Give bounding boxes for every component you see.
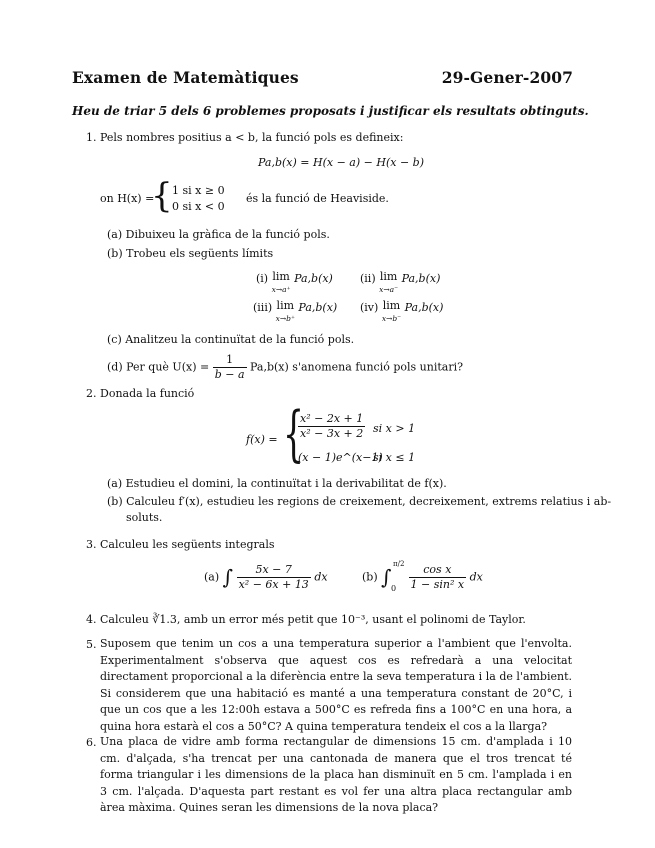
limit-i-operator [272,270,291,296]
problem-1a: (a) Dibuixeu la gràfica de la funció pols. [107,228,330,241]
limit-iii-operator [276,299,295,325]
exam-date: 29-Gener-2007 [441,68,573,87]
fraction-numerator: 1 [213,353,247,368]
integral-b-upper: π/2 [393,559,405,568]
integral-a-dx: dx [314,570,328,584]
case-1-condition: si x > 1 [373,422,416,435]
problem-2-intro: Donada la funció [100,387,195,400]
limit-iii-expr: Pa,b(x) [298,301,338,314]
problem-5-number: 5. [86,638,97,651]
integral-b-denominator: 1 − sin² x [410,578,465,591]
problem-3-number: 3. [86,538,97,551]
heaviside-suffix: és la funció de Heaviside. [246,192,389,205]
problem-4-text: Calculeu ∛1.3, amb un error més petit que 10⁻³, usant el polinomi de Taylor. [100,613,526,626]
case-2-condition: si x ≤ 1 [373,451,416,464]
integral-a-numerator: 5x − 7 [237,563,311,578]
problem-2b-line1: (b) Calculeu f′(x), estudieu les regions de creixement, decreixement, extrems relatius i ab- [107,495,612,508]
integral-b-label: (b) [362,570,378,584]
limit-ii-operator [379,270,398,296]
problem-4-number: 4. [86,613,97,626]
problem-1-formula: Pa,b(x) = H(x − a) − H(x − b) [258,156,424,169]
limit-iv-sub: x→b⁻ [381,314,402,323]
limit-ii-expr: Pa,b(x) [401,272,441,285]
problem-1-number: 1. [86,131,97,144]
problem-1d-prefix: (d) Per què U(x) = [107,360,210,374]
limit-ii-label: (ii) [360,272,376,285]
exam-title: Examen de Matemàtiques [72,68,299,87]
limit-iv-expr: Pa,b(x) [404,301,444,314]
problem-5-text: Suposem que tenim un cos a una temperatura superior a l'ambient que l'envolta. Experimentalment s'observa que aquest cos es refredarà a una velocitat directament proporcional a la diferència entre la seva temperatura i la de l'ambient. Si considerem que una habitació es manté a una temperatura constant de 20°C, i que un cos que a les 12:00h estava a 500°C es refreda fins a 100°C en una hora, a quina hora estarà el cos a 50°C? A quina temperatura tendeix el cos a la llarga? [100,637,572,733]
limit-iv-label: (iv) [360,301,379,314]
limit-iii [253,299,337,325]
piecewise-case-1 [298,412,365,441]
lim-word: lim [272,270,290,283]
heaviside-prefix: on H(x) = [100,192,155,205]
problem-2a: (a) Estudieu el domini, la continuïtat i la derivabilitat de f(x). [107,477,447,490]
limit-iii-label: (iii) [253,301,273,314]
lim-word: lim [379,270,398,283]
limit-i [256,270,333,296]
case-1-denominator: x² − 3x + 2 [300,427,364,440]
integral-sign-icon: ∫ [381,565,392,589]
instructions: Heu de triar 5 dels 6 problemes proposats i justificar els resultats obtinguts. [72,104,589,118]
unit-pulse-fraction [213,353,247,382]
f-label: f(x) = [246,433,278,446]
case-1-fraction [298,412,365,441]
integral-a-fraction [237,563,311,592]
limit-i-sub: x→a⁺ [271,285,291,294]
integral-a-denominator: x² − 6x + 13 [238,578,309,591]
limit-iv-operator [382,299,401,325]
integral-a [204,563,328,592]
problem-1d [107,353,463,382]
case-1-numerator: x² − 2x + 1 [300,412,364,425]
integral-b-numerator: cos x [409,563,467,578]
problem-1d-suffix: Pa,b(x) s'anomena funció pols unitari? [250,360,464,374]
problem-1c: (c) Analitzeu la continuïtat de la funció pols. [107,333,355,346]
heaviside-case-2: 0 si x < 0 [172,200,225,213]
problem-2b-line2: soluts. [126,511,163,524]
integral-b [362,559,483,593]
limit-i-label: (i) [256,272,269,285]
integral-a-label: (a) [204,570,220,584]
limit-ii-sub: x→a⁻ [379,285,399,294]
problem-6-number: 6. [86,736,97,749]
fraction-denominator: b − a [214,368,245,381]
limit-iii-sub: x→b⁺ [275,314,295,323]
integral-b-dx: dx [469,570,483,584]
limit-ii [360,270,440,296]
heaviside-case-1: 1 si x ≥ 0 [172,184,225,197]
problem-6-text: Una placa de vidre amb forma rectangular de dimensions 15 cm. d'amplada i 10 cm. d'alçada, s'ha trencat per una cantonada de manera que el tros trencat té forma triangular i les dimensions de la placa han disminuït en 5 cm. l'amplada i en 3 cm. l'alçada. D'aquesta part restant es vol fer una altra placa rectangular amb àrea màxima. Quines seran les dimensions de la nova placa? [100,735,572,815]
integral-sign-icon: ∫ [222,565,234,589]
integral-b-fraction [409,563,467,592]
integral-b-lower: 0 [391,583,397,593]
problem-1-intro: Pels nombres positius a < b, la funció pols es defineix: [100,131,404,144]
piecewise-brace: { [283,399,305,469]
problem-1b: (b) Trobeu els següents límits [107,247,274,260]
limit-iv [360,299,443,325]
lim-word: lim [276,299,295,312]
limit-i-expr: Pa,b(x) [294,272,333,285]
problem-3-intro: Calculeu les següents integrals [100,538,275,551]
problem-2-number: 2. [86,387,97,400]
lim-word: lim [382,299,401,312]
case-2-expression: (x − 1)e^(x−1) [298,451,383,464]
heaviside-brace: { [151,176,173,216]
